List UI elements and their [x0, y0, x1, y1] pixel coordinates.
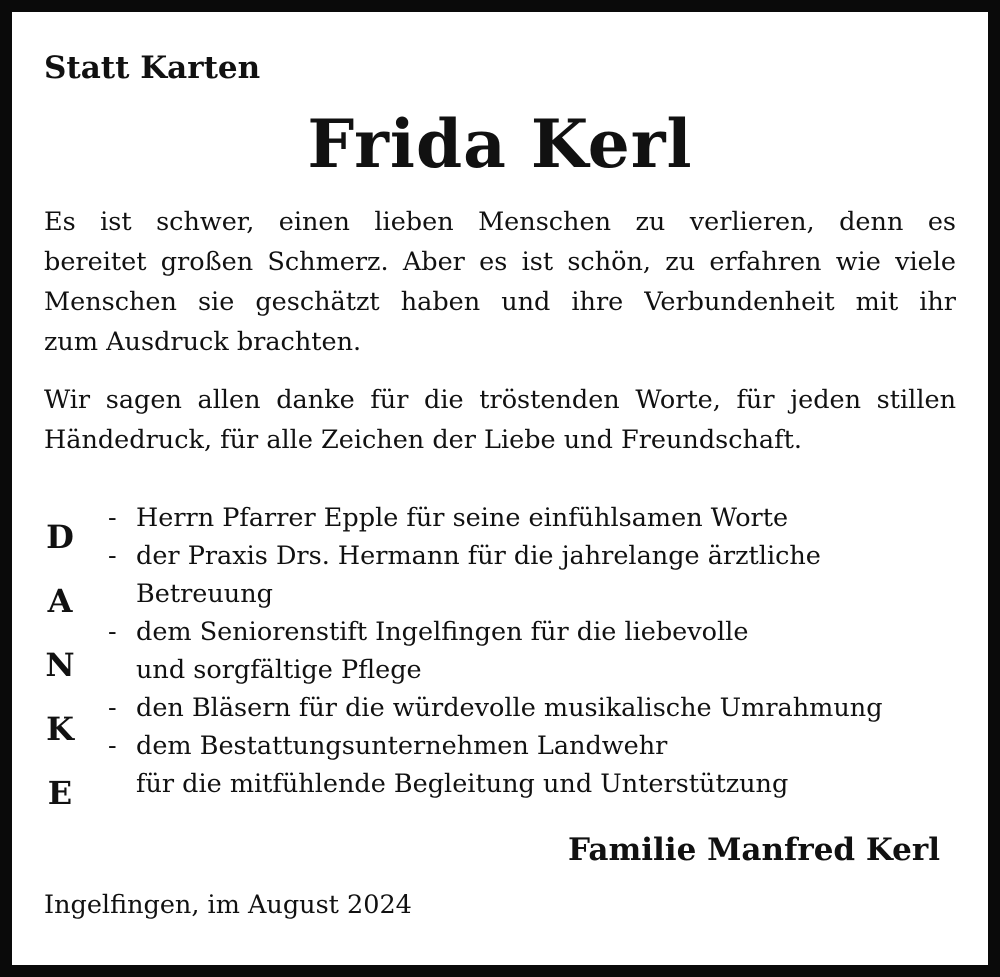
thanks-item-line: für die mitfühlende Begleitung und Unterstützung	[136, 769, 789, 799]
place-and-date: Ingelfingen, im August 2024	[44, 890, 412, 920]
intro-line: Es ist schwer, einen lieben Menschen zu verlieren, denn es	[44, 207, 956, 237]
list-dash: -	[108, 731, 117, 761]
intro-line: zum Ausdruck brachten.	[44, 327, 362, 357]
thanks-item-line: dem Bestattungsunternehmen Landwehr	[136, 731, 668, 761]
thanks-item-line: Betreuung	[136, 579, 273, 609]
danke-letter: D	[46, 518, 74, 556]
danke-letter: K	[46, 710, 74, 748]
thanks-item	[108, 689, 968, 727]
thanks-paragraph	[44, 380, 956, 460]
thanks-list	[108, 499, 968, 803]
thanks-line: Wir sagen allen danke für die tröstenden Worte, für jeden stillen	[44, 385, 956, 415]
list-dash: -	[108, 503, 117, 533]
notice-heading: Statt Karten	[44, 50, 261, 86]
thanks-item-line: Herrn Pfarrer Epple für seine einfühlsamen Worte	[136, 503, 789, 533]
danke-letter: E	[47, 774, 73, 812]
intro-line: Menschen sie geschätzt haben und ihre Verbundenheit mit ihr	[44, 287, 956, 317]
deceased-name: Frida Kerl	[307, 105, 693, 183]
thanks-item-line: der Praxis Drs. Hermann für die jahrelange ärztliche	[136, 541, 821, 571]
family-signature: Familie Manfred Kerl	[568, 832, 940, 868]
thanks-item	[108, 613, 968, 689]
thanks-item	[108, 727, 968, 803]
list-dash: -	[108, 541, 117, 571]
danke-letter: N	[45, 646, 75, 684]
intro-paragraph	[44, 202, 956, 362]
list-dash: -	[108, 693, 117, 723]
thanks-item	[108, 537, 968, 613]
thanks-item-line: und sorgfältige Pflege	[136, 655, 422, 685]
danke-vertical-word	[42, 505, 82, 825]
intro-line: bereitet großen Schmerz. Aber es ist schön, zu erfahren wie viele	[44, 247, 956, 277]
thanks-item-line: dem Seniorenstift Ingelfingen für die liebevolle	[136, 617, 749, 647]
thanks-line: Händedruck, für alle Zeichen der Liebe und Freundschaft.	[44, 425, 802, 455]
thanks-item-line: den Bläsern für die würdevolle musikalische Umrahmung	[136, 693, 883, 723]
thanks-item	[108, 499, 968, 537]
danke-letter: A	[47, 582, 73, 620]
list-dash: -	[108, 617, 117, 647]
